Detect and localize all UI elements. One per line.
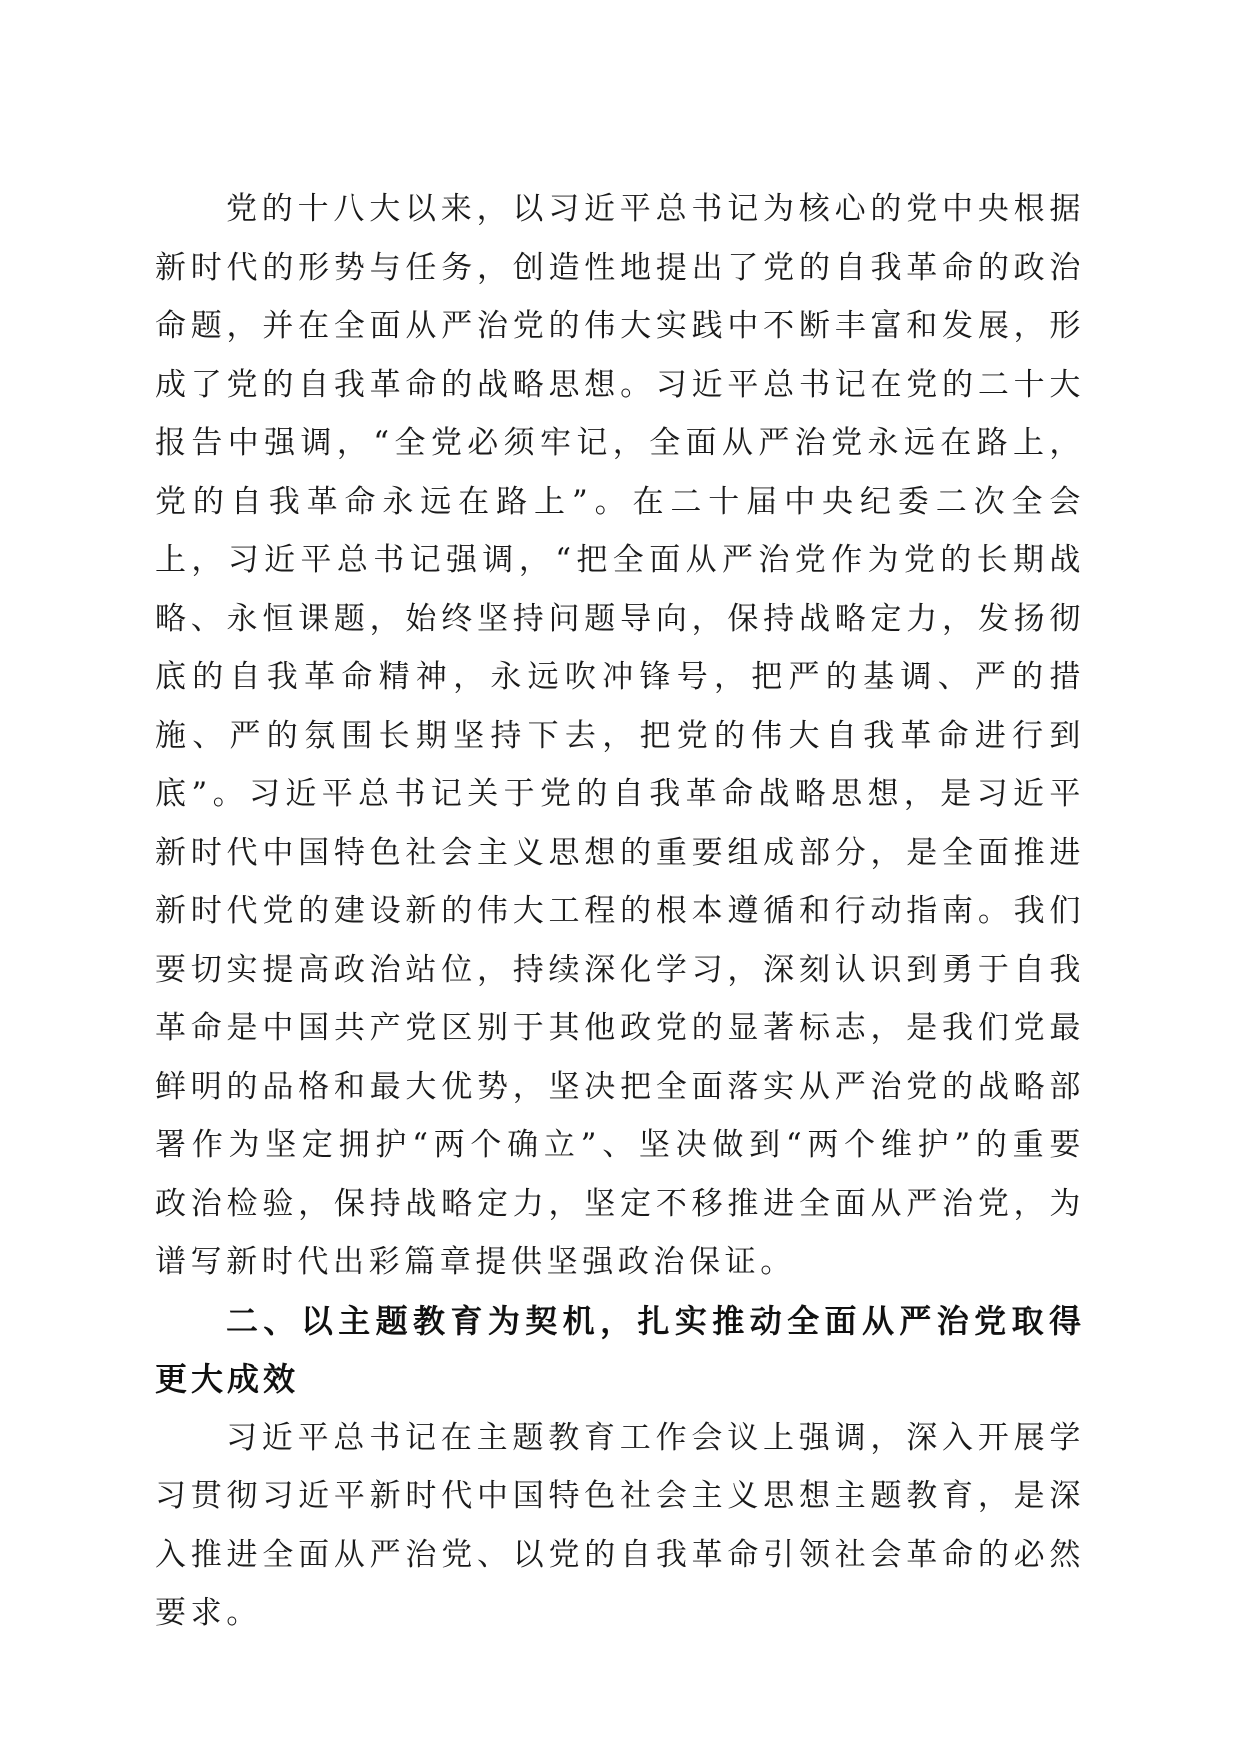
document-body <box>155 180 1085 1643</box>
body-paragraph: 习近平总书记在主题教育工作会议上强调，深入开展学习贯彻习近平新时代中国特色社会主义思想主题教育，是深入推进全面从严治党、以党的自我革命引领社会革命的必然要求。 <box>155 1419 1085 1631</box>
body-paragraph: 党的十八大以来，以习近平总书记为核心的党中央根据新时代的形势与任务，创造性地提出了党的自我革命的政治命题，并在全面从严治党的伟大实践中不断丰富和发展，形成了党的自我革命的战略思想。习近平总书记在党的二十大报告中强调，“全党必须牢记，全面从严治党永远在路上，党的自我革命永远在路上”。在二十届中央纪委二次全会上，习近平总书记强调，“把全面从严治党作为党的长期战略、永恒课题，始终坚持问题导向，保持战略定力，发扬彻底的自我革命精神，永远吹冲锋号，把严的基调、严的措施、严的氛围长期坚持下去，把党的伟大自我革命进行到底”。习近平总书记关于党的自我革命战略思想，是习近平新时代中国特色社会主义思想的重要组成部分，是全面推进新时代党的建设新的伟大工程的根本遵循和行动指南。我们要切实提高政治站位，持续深化学习，深刻认识到勇于自我革命是中国共产党区别于其他政党的显著标志，是我们党最鲜明的品格和最大优势，坚决把全面落实从严治党的战略部署作为坚定拥护“两个确立”、坚决做到“两个维护”的重要政治检验，保持战略定力，坚定不移推进全面从严治党，为谱写新时代出彩篇章提供坚强政治保证。 <box>155 191 1085 1280</box>
section-heading: 二、以主题教育为契机，扎实推动全面从严治党取得更大成效 <box>155 1301 1085 1398</box>
